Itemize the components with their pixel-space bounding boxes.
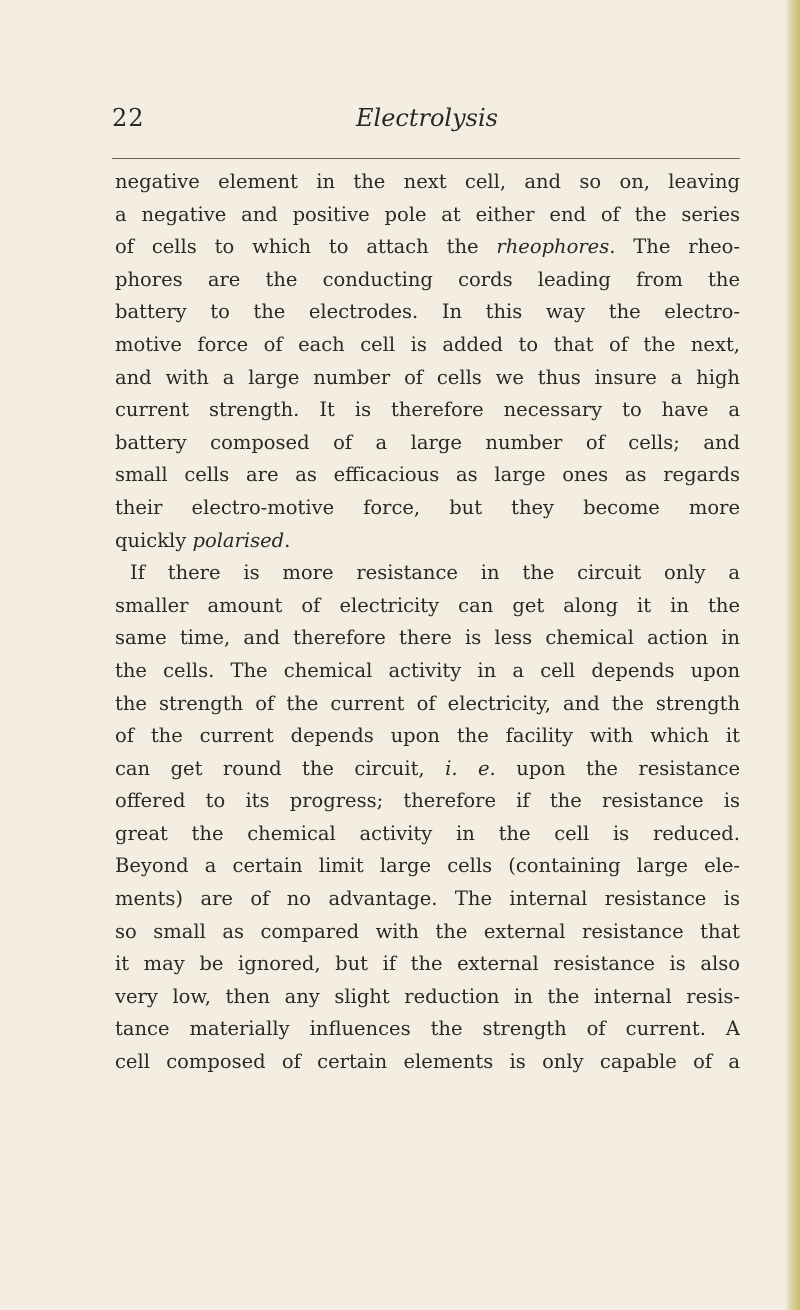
text-run: If there is more resistance in the circuit only a xyxy=(130,561,740,585)
text-run: current strength. It is therefore necessary to have a xyxy=(115,398,740,422)
text-line xyxy=(115,948,740,981)
text-run: the cells. The chemical activity in a cell depends upon xyxy=(115,658,740,682)
text-run: battery to the electrodes. In this way the electro- xyxy=(115,300,740,324)
text-run: ments) are of no advantage. The internal resistance is xyxy=(115,887,740,911)
text-line xyxy=(115,850,740,883)
text-run: and with a large number of cells we thus insure a high xyxy=(115,365,740,389)
text-run: so small as compared with the external resistance that xyxy=(115,919,740,943)
text-run: the strength of the current of electricity, and the strength xyxy=(115,691,740,715)
text-run: very low, then any slight reduction in the internal resis- xyxy=(115,984,740,1008)
text-run: negative element in the next cell, and so on, leaving xyxy=(115,170,740,193)
text-line xyxy=(115,166,740,199)
text-run: smaller amount of electricity can get along it in the xyxy=(115,593,740,617)
text-line xyxy=(115,459,740,492)
text-line xyxy=(115,688,740,721)
italic-term: polarised xyxy=(192,528,285,552)
page-edge xyxy=(786,0,800,1310)
page-header xyxy=(112,104,742,144)
text-run: a negative and positive pole at either end of the series xyxy=(115,202,740,226)
text-run: great the chemical activity in the cell is reduced. xyxy=(115,821,740,845)
text-run: can get round the circuit, xyxy=(115,756,446,780)
text-line xyxy=(115,199,740,232)
text-run: same time, and therefore there is less chemical action in xyxy=(115,626,740,650)
text-line xyxy=(115,492,740,525)
text-run: quickly xyxy=(115,528,193,552)
text-line xyxy=(115,427,740,460)
text-run: tance materially influences the strength of current. A xyxy=(115,1017,740,1041)
text-run: . xyxy=(284,528,291,552)
page-number: 22 xyxy=(112,104,145,132)
text-line xyxy=(115,231,740,264)
italic-term: rheophores xyxy=(496,235,610,259)
text-line xyxy=(115,622,740,655)
text-line xyxy=(115,883,740,916)
text-line xyxy=(115,557,740,590)
text-line xyxy=(115,785,740,818)
text-run: it may be ignored, but if the external resistance is also xyxy=(115,952,740,976)
text-line xyxy=(115,1046,740,1079)
text-line xyxy=(115,329,740,362)
text-run: their electro-motive force, but they become more xyxy=(115,495,740,519)
text-line xyxy=(115,264,740,297)
text-run: of cells to which to attach the xyxy=(115,235,497,259)
text-line xyxy=(115,362,740,395)
text-run: . The rheo- xyxy=(609,235,740,259)
text-run: of the current depends upon the facility with which it xyxy=(115,724,740,748)
italic-term: i. e. xyxy=(445,756,496,780)
running-head: Electrolysis xyxy=(356,104,498,132)
text-run: phores are the conducting cords leading from the xyxy=(115,267,740,291)
text-line xyxy=(115,753,740,786)
text-line xyxy=(115,818,740,851)
text-line xyxy=(115,981,740,1014)
text-line xyxy=(115,916,740,949)
text-line xyxy=(115,394,740,427)
text-line xyxy=(115,296,740,329)
text-run: Beyond a certain limit large cells (containing large ele- xyxy=(115,854,740,878)
text-line xyxy=(115,590,740,623)
body-text xyxy=(115,166,740,1079)
text-line xyxy=(115,720,740,753)
text-run: cell composed of certain elements is only capable of a xyxy=(115,1050,740,1074)
text-run: motive force of each cell is added to that of the next, xyxy=(115,332,740,356)
text-run: upon the resistance xyxy=(495,756,740,780)
text-line xyxy=(115,525,740,558)
text-run: small cells are as efficacious as large ones as regards xyxy=(115,463,740,487)
text-line xyxy=(115,1013,740,1046)
text-run: offered to its progress; therefore if the resistance is xyxy=(115,789,740,813)
text-run: battery composed of a large number of cells; and xyxy=(115,430,740,454)
header-rule xyxy=(112,158,740,159)
text-line xyxy=(115,655,740,688)
